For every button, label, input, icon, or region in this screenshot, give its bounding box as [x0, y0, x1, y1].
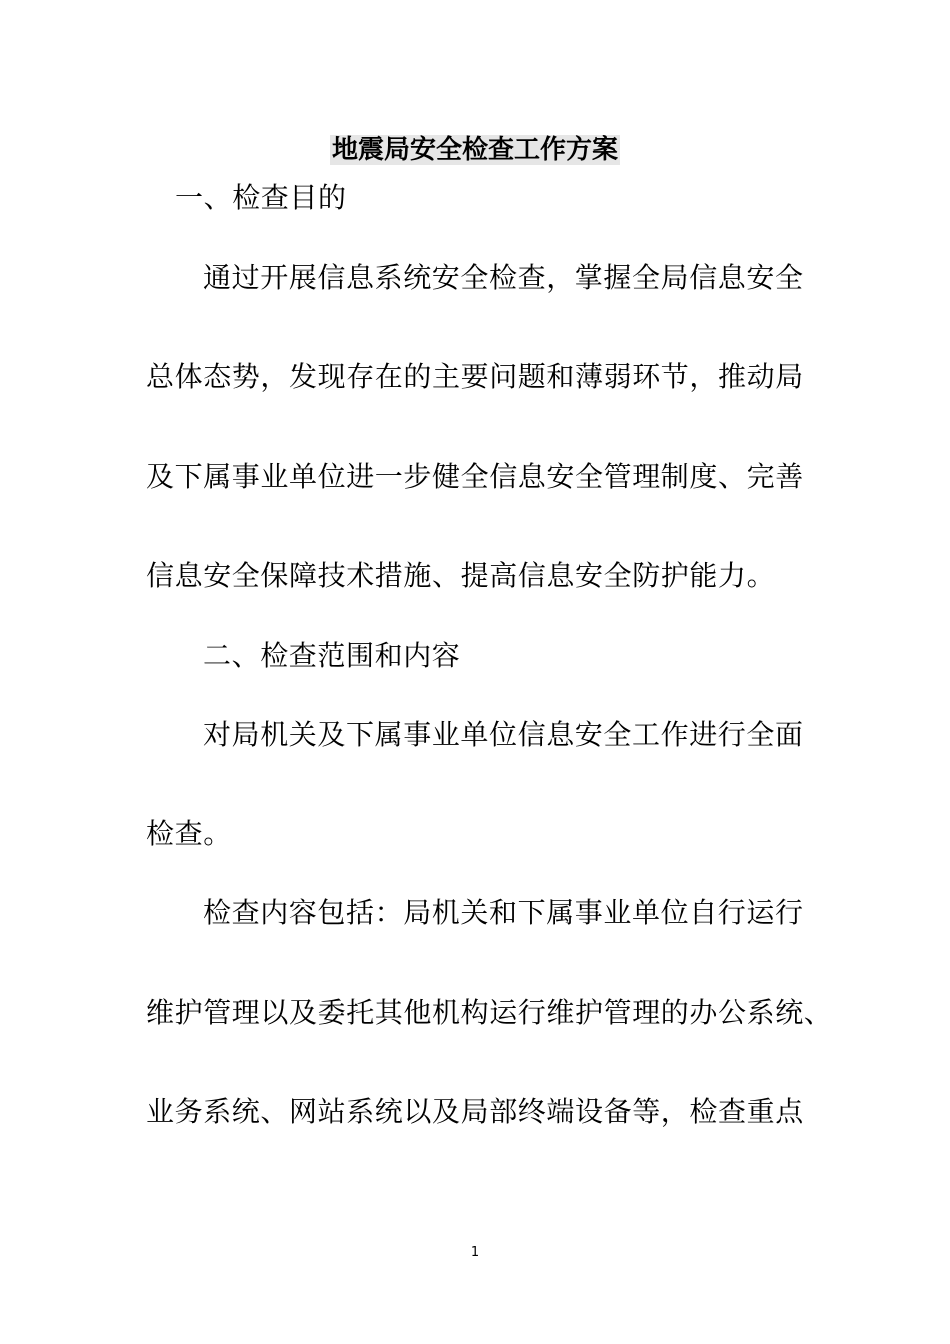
section-heading-scope: 二、检查范围和内容 [203, 639, 461, 672]
paragraph-line: 检查内容包括：局机关和下属事业单位自行运行 [203, 896, 804, 929]
paragraph-line: 通过开展信息系统安全检查，掌握全局信息安全 [203, 261, 804, 294]
paragraph-line: 维护管理以及委托其他机构运行维护管理的办公系统、 [146, 996, 833, 1029]
paragraph-line: 业务系统、网站系统以及局部终端设备等，检查重点 [146, 1095, 804, 1128]
paragraph-line: 对局机关及下属事业单位信息安全工作进行全面 [203, 718, 804, 751]
document-title [0, 130, 950, 170]
paragraph-line: 检查。 [146, 817, 232, 850]
paragraph-line: 及下属事业单位进一步健全信息安全管理制度、完善 [146, 460, 804, 493]
section-heading-purpose: 一、检查目的 [175, 181, 347, 214]
paragraph-line: 信息安全保障技术措施、提高信息安全防护能力。 [146, 559, 776, 592]
paragraph-line: 总体态势，发现存在的主要问题和薄弱环节，推动局 [146, 360, 804, 393]
document-title-text: 地震局安全检查工作方案 [331, 135, 618, 165]
page-number: 1 [470, 1245, 480, 1260]
